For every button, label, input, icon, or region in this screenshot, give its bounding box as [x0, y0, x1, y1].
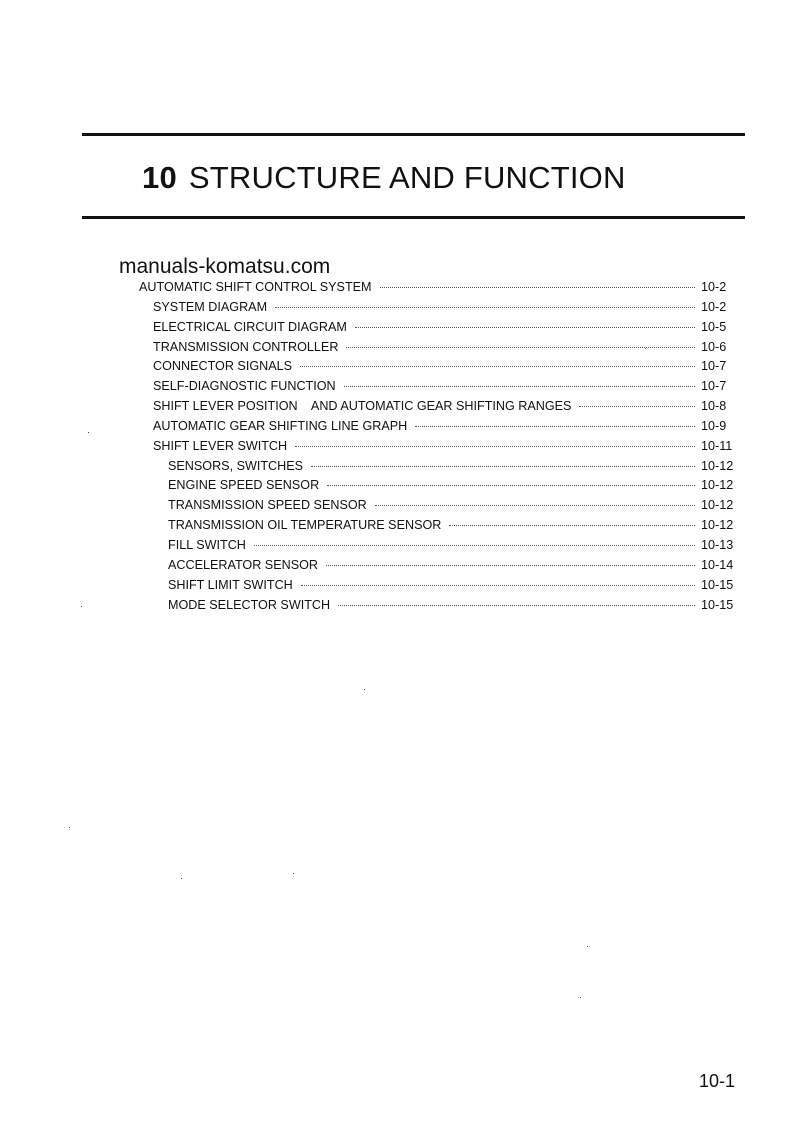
toc-entry-page: 10-2 — [701, 280, 727, 294]
toc-entry-page: 10-2 — [701, 299, 727, 314]
scan-speck — [364, 689, 365, 690]
toc-dot-leader — [295, 446, 695, 447]
toc-entry — [0, 298, 795, 318]
toc-entry-page: 10-5 — [701, 319, 727, 334]
toc-entry-title: SELF-DIAGNOSTIC FUNCTION — [153, 379, 336, 394]
scan-speck — [645, 348, 646, 349]
toc-dot-leader — [327, 485, 695, 486]
toc-entry — [0, 437, 795, 457]
toc-entry-page: 10-12 — [701, 478, 734, 493]
toc-entry — [0, 536, 795, 556]
scan-speck — [293, 873, 294, 874]
scan-speck — [580, 997, 581, 998]
toc-entry-page: 10-14 — [701, 557, 734, 572]
toc-dot-leader — [338, 605, 695, 606]
toc-dot-leader — [346, 347, 695, 348]
toc-dot-leader — [326, 565, 695, 566]
toc-entry — [0, 417, 795, 437]
toc-entry-title: ACCELERATOR SENSOR — [168, 557, 318, 572]
toc-entry-page: 10-12 — [701, 498, 734, 513]
toc-dot-leader — [254, 545, 695, 546]
page-number: 10-1 — [699, 1071, 736, 1091]
toc-entry — [0, 496, 795, 516]
scan-speck — [88, 432, 89, 433]
toc-entry — [0, 556, 795, 576]
scan-speck — [69, 827, 70, 828]
toc-entry — [0, 278, 795, 298]
toc-entry-title: MODE SELECTOR SWITCH — [168, 597, 331, 612]
toc-entry — [0, 457, 795, 477]
toc-entry — [0, 397, 795, 417]
toc-dot-leader — [375, 505, 695, 506]
toc-entry-page: 10-11 — [701, 438, 733, 453]
table-of-contents — [0, 278, 795, 615]
toc-dot-leader — [301, 585, 695, 586]
toc-dot-leader — [355, 327, 695, 328]
toc-entry — [0, 318, 795, 338]
watermark-text: manuals-komatsu.com — [119, 255, 331, 278]
toc-entry-title: AUTOMATIC GEAR SHIFTING LINE GRAPH — [153, 418, 408, 433]
toc-entry — [0, 596, 795, 616]
toc-entry-title: SHIFT LEVER SWITCH — [153, 438, 288, 453]
toc-entry-title: ENGINE SPEED SENSOR — [168, 478, 320, 493]
toc-entry-title: SHIFT LIMIT SWITCH — [168, 577, 293, 592]
toc-entry-page: 10-7 — [701, 359, 727, 374]
toc-entry-title: CONNECTOR SIGNALS — [153, 359, 293, 374]
toc-dot-leader — [579, 406, 695, 407]
bottom-rule — [82, 216, 745, 219]
toc-entry-title: SENSORS, SWITCHES — [168, 458, 304, 473]
top-rule — [82, 133, 745, 136]
toc-entry — [0, 476, 795, 496]
toc-entry — [0, 338, 795, 358]
toc-entry-title: AUTOMATIC SHIFT CONTROL SYSTEM — [139, 280, 372, 294]
toc-dot-leader — [275, 307, 695, 308]
toc-dot-leader — [300, 366, 695, 367]
toc-dot-leader — [449, 525, 695, 526]
toc-entry-page: 10-12 — [701, 458, 734, 473]
toc-entry — [0, 576, 795, 596]
scan-speck — [587, 946, 588, 947]
toc-entry-page: 10-8 — [701, 399, 727, 414]
toc-dot-leader — [380, 287, 695, 288]
toc-entry-page: 10-12 — [701, 518, 734, 533]
toc-entry-page: 10-15 — [701, 597, 734, 612]
toc-entry — [0, 357, 795, 377]
toc-entry-page: 10-9 — [701, 418, 727, 433]
toc-entry-page: 10-6 — [701, 339, 727, 354]
toc-entry-title: SHIFT LEVER POSITION AND AUTOMATIC GEAR SHIFTING RANGES — [153, 399, 572, 414]
toc-entry-title: TRANSMISSION CONTROLLER — [153, 339, 339, 354]
scan-speck — [181, 878, 182, 879]
toc-entry-title: FILL SWITCH — [168, 537, 246, 552]
toc-entry-title: ELECTRICAL CIRCUIT DIAGRAM — [153, 319, 347, 334]
toc-entry — [0, 377, 795, 397]
toc-entry-page: 10-7 — [701, 379, 727, 394]
chapter-heading — [142, 157, 626, 199]
chapter-number: 10 — [142, 160, 177, 195]
toc-dot-leader — [344, 386, 695, 387]
toc-entry-page: 10-15 — [701, 577, 734, 592]
toc-entry-title: SYSTEM DIAGRAM — [153, 299, 268, 314]
scan-speck — [81, 606, 82, 607]
toc-entry — [0, 516, 795, 536]
toc-entry-title: TRANSMISSION OIL TEMPERATURE SENSOR — [168, 518, 442, 533]
toc-dot-leader — [415, 426, 695, 427]
toc-entry-page: 10-13 — [701, 537, 734, 552]
toc-dot-leader — [311, 466, 695, 467]
chapter-title: STRUCTURE AND FUNCTION — [188, 160, 626, 195]
toc-entry-title: TRANSMISSION SPEED SENSOR — [168, 498, 367, 513]
